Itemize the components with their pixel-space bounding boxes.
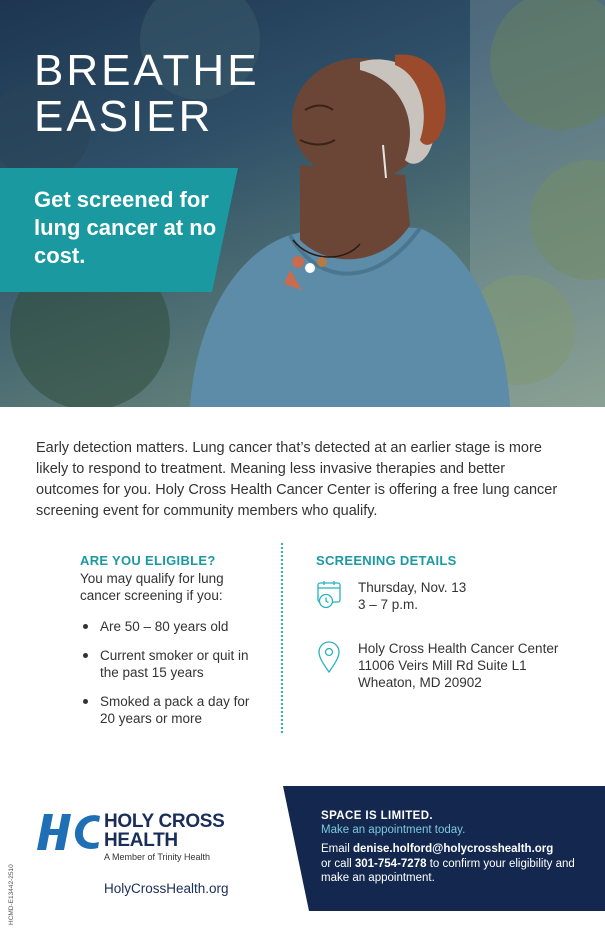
cta-subheading: Make an appointment today. [321,824,466,836]
eligibility-item-text: Are 50 – 80 years old [100,619,229,634]
event-date: Thursday, Nov. 13 [358,580,467,595]
list-item [80,618,260,635]
eligibility-item-text: Current smoker or quit in the past 15 years [100,648,249,680]
cta-body [321,842,591,886]
bullet-icon [83,624,88,629]
email-link[interactable]: denise.holford@holycrosshealth.org [352,843,554,855]
logo-name-line2: HEALTH [104,830,178,851]
logo-wordmark [104,812,225,850]
address-line2: Wheaton, MD 20902 [358,675,482,690]
calendar-clock-icon [316,579,346,613]
phone-prefix: or call [321,857,355,870]
intro-paragraph: Early detection matters. Lung cancer that’s detected at an earlier stage is more likely to respond to treatment. Meaning less invasive therapies and better outcomes for you. Holy Cross Health Cancer Center is offering a free lung cancer screening event for community members who qualify. [36,440,558,519]
hero-title-line2: EASIER [34,92,214,141]
document-code: HCMD-E13442-2510 [8,864,15,925]
date-row [316,579,586,613]
bullet-icon [83,699,88,704]
location-row [316,640,586,691]
location-name: Holy Cross Health Cancer Center [358,641,559,656]
website-link[interactable]: HolyCrossHealth.org [104,881,229,896]
eligibility-heading: ARE YOU ELIGIBLE? [80,553,216,568]
list-item [80,693,260,727]
eligibility-lead: You may qualify for lung cancer screening if you: [80,571,224,603]
map-pin-icon [316,640,346,678]
cta-heading: SPACE IS LIMITED. [321,810,434,822]
logo-name-line1: HOLY CROSS [104,811,225,832]
eligibility-list [80,618,260,727]
email-prefix: Email [321,843,353,855]
phone-suffix: to confirm your eligibility and make an appointment. [321,857,575,884]
bullet-icon [83,653,88,658]
phone-link[interactable]: 301-754-7278 [354,857,427,870]
event-time: 3 – 7 p.m. [358,597,419,612]
hero-banner [0,0,605,407]
hero-title [34,48,260,140]
eligibility-item-text: Smoked a pack a day for 20 years or more [100,694,250,726]
list-item [80,647,260,681]
holy-cross-logo-icon [36,810,106,854]
details-heading: SCREENING DETAILS [316,553,457,568]
dotted-divider [281,543,283,733]
eligibility-section [80,553,260,739]
address-line1: 11006 Veirs Mill Rd Suite L1 [358,658,527,673]
screening-details-section [316,553,586,691]
logo-subtitle: A Member of Trinity Health [104,852,211,862]
hero-tagline: Get screened for lung cancer at no cost. [34,187,217,268]
hero-title-line1: BREATHE [34,46,260,95]
